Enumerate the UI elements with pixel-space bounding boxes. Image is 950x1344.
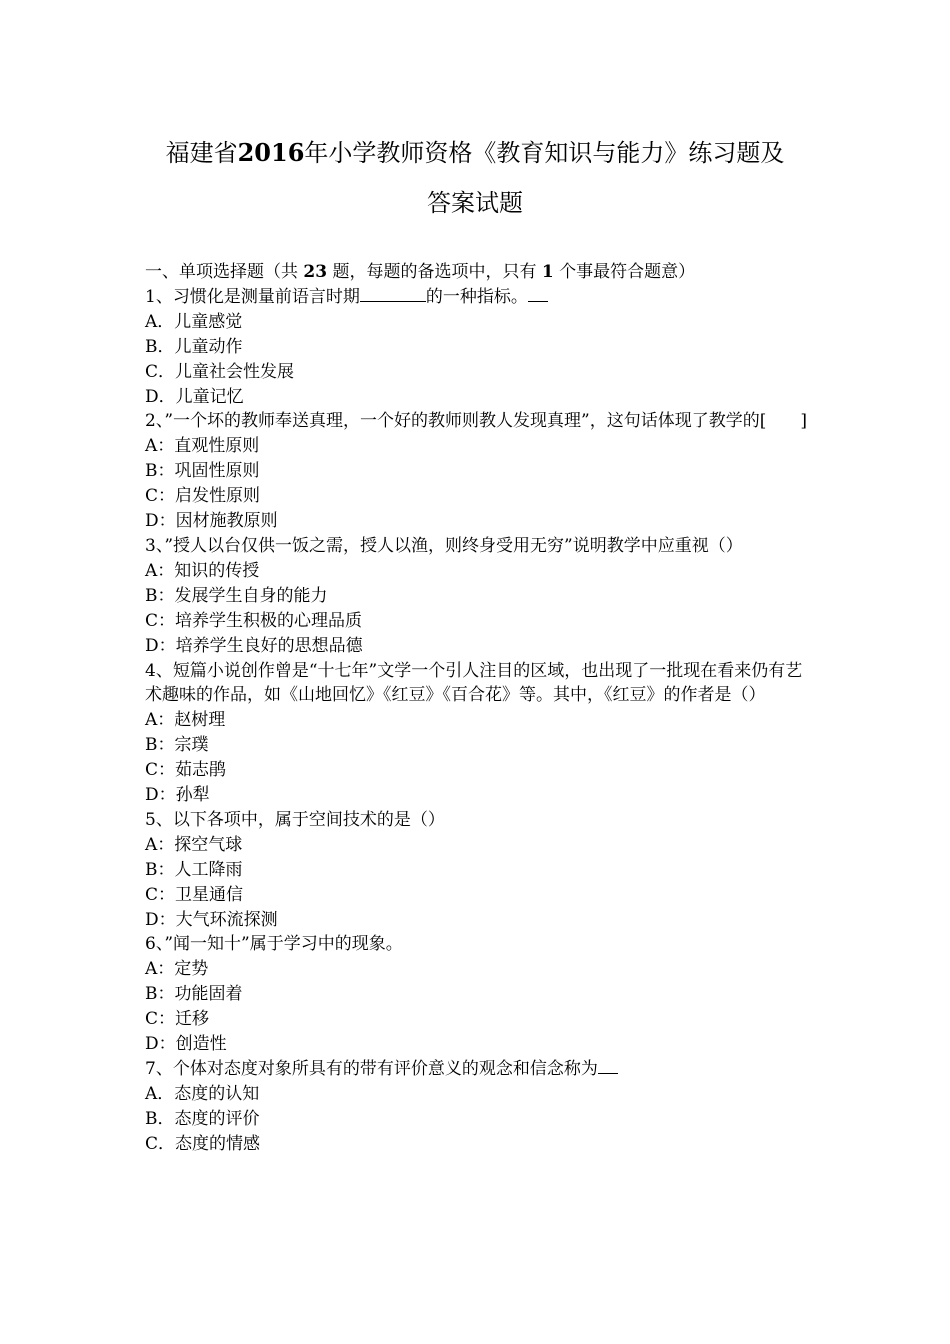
option-a: A：探空气球 — [145, 834, 243, 855]
option-c: C：启发性原则 — [145, 486, 261, 507]
option-b: B：发展学生自身的能力 — [145, 585, 328, 606]
question-2: 2、”一个坏的教师奉送真理，一个好的教师则教人发现真理”，这句话体现了教学的[ ] — [145, 411, 807, 432]
option-c: C：茹志鹃 — [145, 760, 227, 781]
section-heading: 一、单项选择题（共 23 题，每题的备选项中，只有 1 个事最符合题意） — [145, 262, 696, 282]
option-a: A：定势 — [145, 959, 209, 980]
option-a: A．儿童感觉 — [145, 311, 243, 332]
question-6: 6、”闻一知十”属于学习中的现象。 — [145, 934, 403, 955]
title-line2: 答案试题 — [427, 189, 523, 217]
option-b: B．态度的评价 — [145, 1108, 260, 1129]
option-b: B：人工降雨 — [145, 859, 243, 880]
option-b: B：功能固着 — [145, 984, 243, 1005]
option-c: C：卫星通信 — [145, 884, 244, 905]
option-b: B：巩固性原则 — [145, 461, 260, 482]
question-7: 7、个体对态度对象所具有的带有评价意义的观念和信念称为 — [145, 1057, 810, 1082]
question-4: 4、短篇小说创作曾是“十七年”文学一个引人注目的区域，也出现了一批现在看来仍有艺术趣味的作品，如《山地回忆》《红豆》《百合花》等。其中，《红豆》的作者是（） — [145, 660, 803, 706]
option-c: C：迁移 — [145, 1009, 210, 1030]
page-title — [0, 128, 950, 228]
option-d: D：创造性 — [145, 1034, 227, 1055]
option-c: C：培养学生积极的心理品质 — [145, 610, 363, 631]
option-b: B．儿童动作 — [145, 336, 243, 357]
title-year: 2016 — [237, 138, 305, 167]
title-prefix: 福建省 — [165, 139, 238, 167]
option-b: B：宗璞 — [145, 735, 209, 756]
option-a: A：知识的传授 — [145, 560, 260, 581]
option-c: C．态度的情感 — [145, 1133, 261, 1154]
option-d: D：孙犁 — [145, 785, 210, 806]
option-d: D．儿童记忆 — [145, 386, 244, 407]
option-c: C．儿童社会性发展 — [145, 361, 295, 382]
title-suffix: 年小学教师资格《教育知识与能力》练习题及 — [304, 139, 785, 167]
answer-blank — [598, 1057, 618, 1074]
option-d: D：培养学生良好的思想品德 — [145, 635, 363, 656]
option-d: D：因材施教原则 — [145, 511, 278, 532]
option-a: A．态度的认知 — [145, 1083, 260, 1104]
answer-blank — [528, 285, 548, 302]
question-1: 1、习惯化是测量前语言时期 的一种指标。 — [145, 285, 810, 310]
question-list — [145, 260, 810, 1157]
question-5: 5、以下各项中，属于空间技术的是（） — [145, 809, 445, 830]
option-d: D：大气环流探测 — [145, 909, 278, 930]
option-a: A：赵树理 — [145, 710, 226, 731]
option-a: A：直观性原则 — [145, 436, 260, 457]
answer-blank — [360, 285, 426, 302]
question-3: 3、”授人以台仅供一饭之需，授人以渔，则终身受用无穷”说明教学中应重视（） — [145, 535, 743, 556]
